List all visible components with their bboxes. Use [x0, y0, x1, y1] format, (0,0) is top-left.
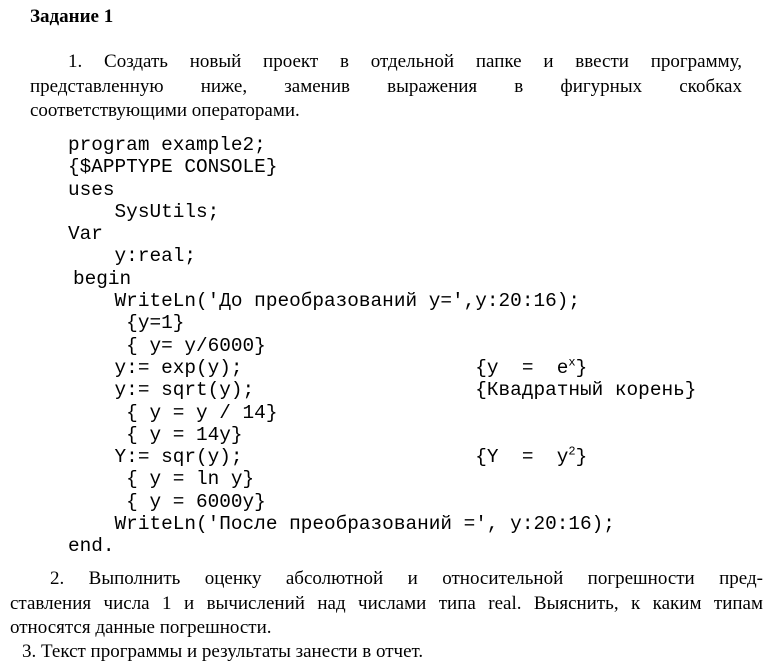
- code-line: Y:= sqr(y); $\{Y = y^2\}$: [68, 444, 588, 469]
- code-line: SysUtils;: [68, 200, 220, 223]
- paragraph-line: 1. Создать новый проект в отдельной папке и ввести программу,: [68, 51, 742, 72]
- paragraph-line: соответствующими операторами.: [30, 100, 300, 121]
- code-line: { y = ln y}: [68, 468, 255, 491]
- instruction-paragraph-1: [30, 50, 742, 124]
- code-line: { y = 14y}: [68, 423, 243, 446]
- code-line: { y = y / 14}: [68, 401, 278, 424]
- code-line: {$APPTYPE CONSOLE}: [68, 156, 278, 179]
- paragraph-line: 3. Текст программы и результаты занести в отчет.: [22, 641, 424, 662]
- paragraph-line: представленную ниже, заменив выражения в фигурных скобках: [30, 75, 742, 97]
- paragraph-line: ставления числа 1 и вычислений над числами типа real. Выяснить, к каким типам: [10, 592, 763, 614]
- instruction-paragraph-2: [10, 567, 763, 641]
- code-line: { y= y/6000}: [68, 334, 266, 357]
- code-line: y:real;: [68, 245, 196, 268]
- task-heading: Задание 1: [30, 6, 114, 27]
- code-line: end.: [68, 535, 115, 558]
- code-line: { y = 6000y}: [68, 490, 266, 513]
- code-line: program example2;: [68, 134, 266, 156]
- code-line: WriteLn('После преобразований =', y:20:16);: [68, 513, 615, 536]
- paragraph-line: 2. Выполнить оценку абсолютной и относительной погрешности пред-: [50, 568, 763, 589]
- superscript: x: [568, 355, 576, 370]
- code-line: Var: [68, 223, 103, 246]
- paragraph-line: относятся данные погрешности.: [10, 617, 272, 638]
- code-line: y:= exp(y); $\{y = e^x\}$: [68, 355, 588, 379]
- code-line: uses: [68, 178, 115, 201]
- code-block: [68, 134, 696, 558]
- superscript: 2: [568, 444, 576, 459]
- instruction-paragraph-3: [10, 640, 763, 665]
- code-line: {y=1}: [68, 312, 185, 335]
- code-line: WriteLn('До преобразований y=',y:20:16);: [68, 290, 580, 313]
- code-line: begin: [73, 267, 132, 290]
- code-line: y:= sqrt(y); {Квадратный корень}: [68, 379, 697, 402]
